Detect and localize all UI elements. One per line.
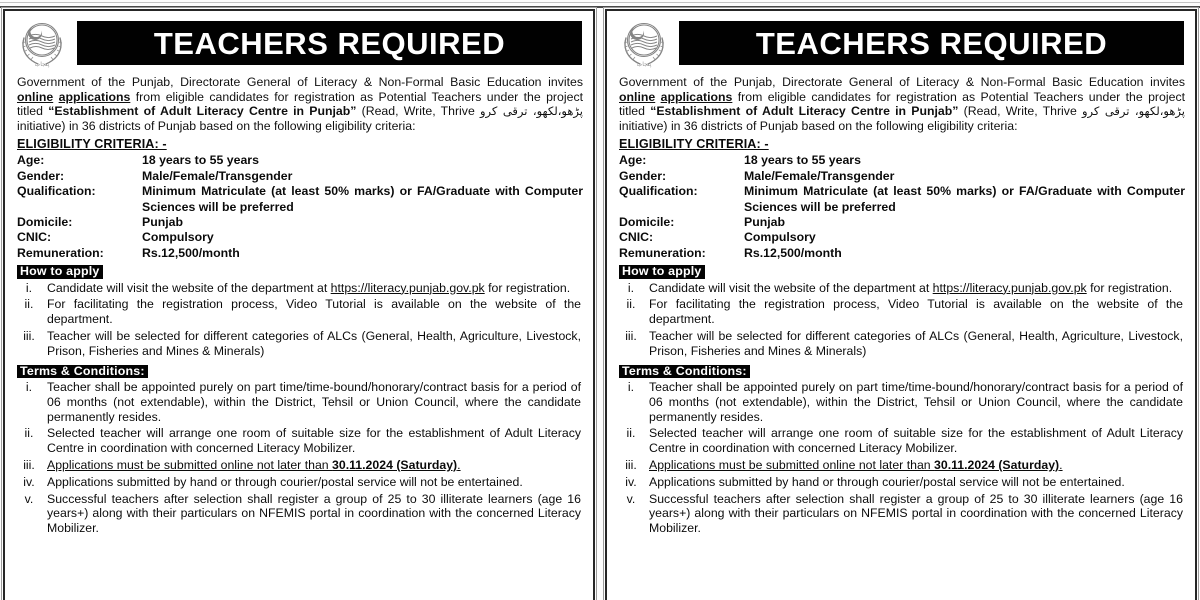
list-item-number: ii. — [24, 426, 34, 441]
criteria-label-domicile: Domicile: — [17, 215, 73, 229]
list-item-text: Successful teachers after selection shall register a group of 25 to 30 illiterate learners (age 16 years+) along with their particulars on NFEMIS portal in coordination with the concerned Literacy Mobilizer. — [47, 491, 581, 536]
terms-deadline-post: . — [1059, 458, 1063, 472]
intro-part4: (Read, Write, Thrive — [356, 104, 480, 119]
criteria-value-cnic: Compulsory — [744, 230, 816, 245]
eligibility-heading: ELIGIBILITY CRITERIA: - — [17, 137, 167, 152]
criteria-label-qualification: Qualification: — [17, 184, 96, 199]
scan-top-rule — [0, 2, 1200, 8]
table-row — [619, 153, 1185, 168]
list-item — [619, 380, 1183, 424]
ad-panel-left — [3, 9, 595, 600]
terms-deadline-post: . — [457, 458, 461, 472]
terms-deadline-date: 30.11.2024 (Saturday) — [332, 458, 458, 472]
list-item-number: v. — [24, 491, 34, 506]
list-item-text: For facilitating the registration process, Video Tutorial is available on the website of the department. — [47, 297, 581, 327]
list-item-text: Teacher shall be appointed purely on part time/time-bound/honorary/contract basis for a period of 06 months (not extendable), within the District, Tehsil or Union Council, where the candidate permanently resides. — [47, 380, 581, 424]
svg-text:پنجاب: پنجاب — [34, 61, 50, 68]
terms-heading: Terms & Conditions: — [619, 365, 750, 378]
intro-paragraph — [17, 75, 583, 133]
terms-deadline-date: 30.11.2024 (Saturday) — [934, 458, 1060, 472]
table-row — [619, 215, 1185, 230]
list-item — [17, 297, 581, 327]
criteria-label-cnic: CNIC: — [619, 230, 654, 245]
criteria-label-cnic: CNIC: — [17, 230, 52, 245]
list-item — [17, 475, 581, 490]
table-row — [17, 230, 583, 245]
how-to-apply-list — [17, 281, 581, 359]
list-item — [619, 492, 1183, 536]
list-item — [17, 380, 581, 424]
intro-online-link[interactable]: online — [17, 89, 54, 104]
ad-header — [615, 11, 1187, 72]
criteria-value-cnic: Compulsory — [142, 230, 214, 245]
government-of-punjab-emblem-icon — [13, 16, 71, 70]
page-title: TEACHERS REQUIRED — [153, 25, 506, 61]
list-item — [17, 458, 581, 473]
criteria-value-domicile: Punjab — [744, 215, 785, 229]
literacy-portal-link[interactable]: https://literacy.punjab.gov.pk — [330, 280, 485, 295]
list-item-number: iii. — [23, 329, 35, 344]
eligibility-table — [17, 153, 583, 261]
criteria-value-qualification: Minimum Matriculate (at least 50% marks) or FA/Graduate with Computer Sciences will be preferred — [142, 184, 583, 214]
list-item-text: Teacher will be selected for different categories of ALCs (General, Health, Agriculture, Livestock, Prison, Fisheries and Mines & Minerals) — [47, 329, 581, 358]
intro-part4: (Read, Write, Thrive — [958, 104, 1082, 119]
list-item-text: For facilitating the registration process, Video Tutorial is available on the website of the department. — [649, 297, 1183, 327]
list-item-number: ii. — [24, 297, 34, 312]
intro-part1: Government of the Punjab, Directorate General of Literacy & Non-Formal Basic Education invites — [17, 75, 583, 89]
intro-part1: Government of the Punjab, Directorate General of Literacy & Non-Formal Basic Education invites — [619, 75, 1185, 89]
table-row — [619, 169, 1185, 184]
criteria-value-gender: Male/Female/Transgender — [142, 168, 293, 183]
terms-heading: Terms & Conditions: — [17, 365, 148, 378]
list-item — [619, 475, 1183, 490]
how-to-apply-list — [619, 281, 1183, 359]
bottom-cutoff-fade — [607, 590, 1195, 600]
intro-online-link[interactable]: online — [619, 89, 656, 104]
criteria-label-gender: Gender: — [619, 168, 667, 183]
criteria-value-remuneration: Rs.12,500/month — [142, 245, 240, 260]
table-row — [17, 184, 583, 215]
how-to-apply-heading-wrap — [615, 261, 1187, 279]
svg-text:پنجاب: پنجاب — [636, 61, 652, 68]
list-item — [619, 297, 1183, 327]
criteria-label-remuneration: Remuneration: — [17, 245, 104, 260]
list-item-text — [649, 281, 1183, 296]
how-to-apply-heading: How to apply — [17, 265, 103, 278]
ad-panel-right — [605, 9, 1197, 600]
table-row — [17, 153, 583, 168]
list-item-text: Selected teacher will arrange one room of suitable size for the establishment of Adult Literacy Centre in coordination with concerned Literacy Mobilizer. — [47, 426, 581, 456]
intro-part3: from eligible candidates for registration as Potential Teachers under the project titled — [619, 89, 1186, 119]
table-row — [619, 184, 1185, 215]
ad-panel-container — [0, 9, 1200, 600]
title-banner — [679, 21, 1184, 65]
criteria-label-age: Age: — [17, 153, 45, 168]
intro-urdu-slogan: پڑھو،لکھو، ترقی کرو — [480, 104, 583, 119]
list-item-text: Successful teachers after selection shall register a group of 25 to 30 illiterate learners (age 16 years+) along with their particulars on NFEMIS portal in coordination with the concerned Literacy Mobilizer. — [649, 491, 1183, 536]
criteria-value-gender: Male/Female/Transgender — [744, 168, 895, 183]
intro-part5: initiative) in 36 districts of Punjab based on the following eligibility criteria: — [17, 118, 416, 133]
criteria-value-remuneration: Rs.12,500/month — [744, 245, 842, 260]
list-item-text — [47, 458, 581, 473]
criteria-value-age: 18 years to 55 years — [142, 153, 259, 168]
government-of-punjab-emblem-icon — [615, 16, 673, 70]
list-item-number: i. — [25, 380, 33, 395]
terms-list — [17, 380, 581, 536]
list-item-number: v. — [626, 491, 636, 506]
criteria-value-domicile: Punjab — [142, 215, 183, 229]
list-item-text: Applications submitted by hand or through courier/postal service will not be entertained. — [649, 474, 1125, 489]
list-item-number: ii. — [626, 426, 636, 441]
list-item-number: iv. — [23, 474, 35, 489]
criteria-label-qualification: Qualification: — [619, 184, 698, 199]
list-item-number: i. — [25, 280, 33, 295]
criteria-label-remuneration: Remuneration: — [619, 245, 706, 260]
eligibility-table — [619, 153, 1185, 261]
list-item-text: Selected teacher will arrange one room of suitable size for the establishment of Adult Literacy Centre in coordination with concerned Literacy Mobilizer. — [649, 426, 1183, 456]
list-item-number: iii. — [23, 458, 35, 472]
page-title: TEACHERS REQUIRED — [755, 25, 1108, 61]
table-row — [619, 246, 1185, 261]
literacy-portal-link[interactable]: https://literacy.punjab.gov.pk — [932, 280, 1087, 295]
table-row — [17, 169, 583, 184]
intro-part3: from eligible candidates for registration as Potential Teachers under the project titled — [17, 89, 584, 119]
criteria-label-domicile: Domicile: — [619, 215, 675, 229]
list-item — [619, 329, 1183, 359]
intro-applications-link[interactable]: applications — [58, 89, 131, 104]
criteria-label-gender: Gender: — [17, 168, 65, 183]
list-item-number: ii. — [626, 297, 636, 312]
list-item — [619, 458, 1183, 473]
list-item-number: iv. — [625, 474, 637, 489]
list-item — [17, 329, 581, 359]
list-item — [619, 426, 1183, 456]
list-item-text — [649, 458, 1183, 473]
apply-item1-post: for registration. — [484, 280, 571, 295]
criteria-value-age: 18 years to 55 years — [744, 153, 861, 168]
list-item-text: Applications submitted by hand or through courier/postal service will not be entertained. — [47, 474, 523, 489]
list-item — [17, 426, 581, 456]
terms-deadline-pre: Applications must be submitted online not later than — [649, 458, 935, 472]
list-item-number: i. — [627, 380, 635, 395]
intro-project-title: “Establishment of Adult Literacy Centre in Punjab” — [650, 104, 959, 119]
intro-paragraph — [619, 75, 1185, 133]
title-banner — [77, 21, 582, 65]
intro-applications-link[interactable]: applications — [660, 89, 733, 104]
table-row — [17, 215, 583, 230]
apply-item1-pre: Candidate will visit the website of the department at — [47, 280, 331, 295]
list-item-number: i. — [627, 280, 635, 295]
how-to-apply-heading: How to apply — [619, 265, 705, 278]
eligibility-heading: ELIGIBILITY CRITERIA: - — [619, 137, 769, 152]
list-item — [17, 281, 581, 296]
list-item-text — [47, 281, 581, 296]
ad-header — [13, 11, 585, 72]
apply-item1-post: for registration. — [1086, 280, 1173, 295]
list-item-number: iii. — [625, 329, 637, 344]
list-item-text: Teacher will be selected for different categories of ALCs (General, Health, Agriculture, Livestock, Prison, Fisheries and Mines & Minerals) — [649, 329, 1183, 358]
terms-heading-wrap — [13, 361, 585, 379]
list-item-number: iii. — [625, 458, 637, 472]
table-row — [17, 246, 583, 261]
terms-list — [619, 380, 1183, 536]
list-item-text: Teacher shall be appointed purely on part time/time-bound/honorary/contract basis for a period of 06 months (not extendable), within the District, Tehsil or Union Council, where the candidate permanently resides. — [649, 380, 1183, 424]
intro-part5: initiative) in 36 districts of Punjab based on the following eligibility criteria: — [619, 118, 1018, 133]
how-to-apply-heading-wrap — [13, 261, 585, 279]
list-item — [619, 281, 1183, 296]
list-item — [17, 492, 581, 536]
intro-project-title: “Establishment of Adult Literacy Centre in Punjab” — [48, 104, 357, 119]
criteria-label-age: Age: — [619, 153, 647, 168]
terms-heading-wrap — [615, 361, 1187, 379]
criteria-value-qualification: Minimum Matriculate (at least 50% marks) or FA/Graduate with Computer Sciences will be preferred — [744, 184, 1185, 214]
intro-urdu-slogan: پڑھو،لکھو، ترقی کرو — [1082, 104, 1185, 119]
terms-deadline-pre: Applications must be submitted online not later than — [47, 458, 333, 472]
table-row — [619, 230, 1185, 245]
bottom-cutoff-fade — [5, 590, 593, 600]
apply-item1-pre: Candidate will visit the website of the department at — [649, 280, 933, 295]
